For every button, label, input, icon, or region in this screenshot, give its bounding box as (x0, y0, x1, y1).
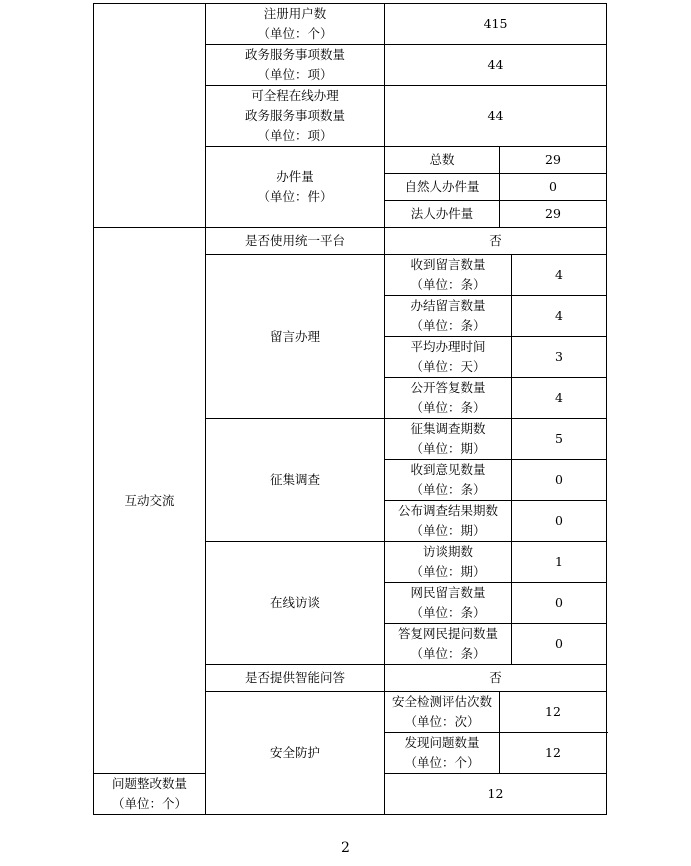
label-unit: （单位：天） (410, 359, 486, 374)
sub-label-cell (385, 337, 512, 378)
label-line: 答复网民提问数量 (397, 626, 498, 641)
label-unit: （单位：期） (410, 441, 486, 456)
value-cell: 0 (512, 460, 607, 501)
value-cell: 否 (385, 665, 607, 692)
value-cell: 44 (385, 45, 607, 86)
label-line: 发现问题数量 (404, 735, 480, 750)
value-cell: 5 (512, 419, 607, 460)
category-cell: 安全防护 (206, 692, 385, 815)
label-line: 政务服务事项数量 (244, 108, 345, 123)
value-cell: 4 (512, 378, 607, 419)
sub-label-cell: 法人办件量 (385, 201, 500, 228)
sub-label-cell (385, 624, 512, 665)
label-cell (206, 4, 385, 45)
label-cell (385, 692, 500, 733)
label-cell (206, 45, 385, 86)
value-cell: 29 (500, 147, 607, 174)
label-line: 政务服务事项数量 (244, 47, 345, 62)
group-label-cell: 在线访谈 (206, 542, 385, 665)
value-cell: 否 (385, 228, 607, 255)
label-line: 收到留言数量 (410, 257, 486, 272)
label-unit: （单位：期） (410, 564, 486, 579)
sub-label-cell (385, 460, 512, 501)
label-unit: （单位：条） (410, 277, 486, 292)
table-row (94, 4, 607, 45)
label-unit: （单位：期） (410, 523, 486, 538)
sub-label-cell (385, 583, 512, 624)
label-unit: （单位：条） (410, 646, 486, 661)
value-cell: 0 (512, 624, 607, 665)
sub-label-cell (385, 255, 512, 296)
sub-label-cell (385, 419, 512, 460)
label-unit: （单位：个） (111, 796, 187, 811)
label-cell (385, 733, 500, 774)
label-unit: （单位：条） (410, 605, 486, 620)
sub-label-cell (385, 542, 512, 583)
sub-label-cell (385, 501, 512, 542)
value-cell: 4 (512, 255, 607, 296)
label-unit: （单位：项） (257, 128, 333, 143)
label-line: 办结留言数量 (410, 298, 486, 313)
label-unit: （单位：件） (257, 189, 333, 204)
value-cell: 4 (512, 296, 607, 337)
group-label-cell: 留言办理 (206, 255, 385, 419)
label-unit: （单位：项） (257, 67, 333, 82)
label-unit: （单位：个） (404, 755, 480, 770)
page-number: 2 (341, 840, 350, 856)
label-unit: （单位：个） (257, 26, 333, 41)
table-row (94, 228, 607, 255)
sub-label-cell: 总数 (385, 147, 500, 174)
category-cell: 互动交流 (94, 228, 206, 774)
label-line: 访谈期数 (422, 544, 473, 559)
value-cell: 415 (385, 4, 607, 45)
label-line: 公开答复数量 (410, 380, 486, 395)
label-cell (94, 774, 206, 815)
value-cell: 12 (500, 733, 607, 774)
value-cell: 0 (500, 174, 607, 201)
label-cell: 是否提供智能问答 (206, 665, 385, 692)
label-line: 问题整改数量 (111, 776, 187, 791)
label-line: 可全程在线办理 (251, 88, 339, 103)
value-cell: 29 (500, 201, 607, 228)
value-cell: 0 (512, 583, 607, 624)
value-cell: 12 (500, 692, 607, 733)
group-label-cell: 征集调查 (206, 419, 385, 542)
value-cell: 3 (512, 337, 607, 378)
data-table (93, 3, 607, 815)
label-line: 平均办理时间 (410, 339, 486, 354)
label-cell (206, 86, 385, 147)
sub-label-cell (385, 378, 512, 419)
value-cell: 0 (512, 501, 607, 542)
sub-label-cell (385, 296, 512, 337)
category-cell-empty (94, 4, 206, 228)
label-line: 注册用户数 (263, 6, 327, 21)
label-line: 征集调查期数 (410, 421, 486, 436)
label-line: 网民留言数量 (410, 585, 486, 600)
label-line: 办件量 (276, 169, 314, 184)
value-cell: 12 (385, 774, 607, 815)
label-unit: （单位：次） (404, 714, 480, 729)
value-cell: 1 (512, 542, 607, 583)
label-cell: 是否使用统一平台 (206, 228, 385, 255)
label-line: 安全检测评估次数 (391, 694, 492, 709)
label-unit: （单位：条） (410, 482, 486, 497)
sub-label-cell: 自然人办件量 (385, 174, 500, 201)
label-unit: （单位：条） (410, 400, 486, 415)
label-cell (206, 147, 385, 228)
label-line: 收到意见数量 (410, 462, 486, 477)
label-line: 公布调查结果期数 (397, 503, 498, 518)
label-unit: （单位：条） (410, 318, 486, 333)
value-cell: 44 (385, 86, 607, 147)
